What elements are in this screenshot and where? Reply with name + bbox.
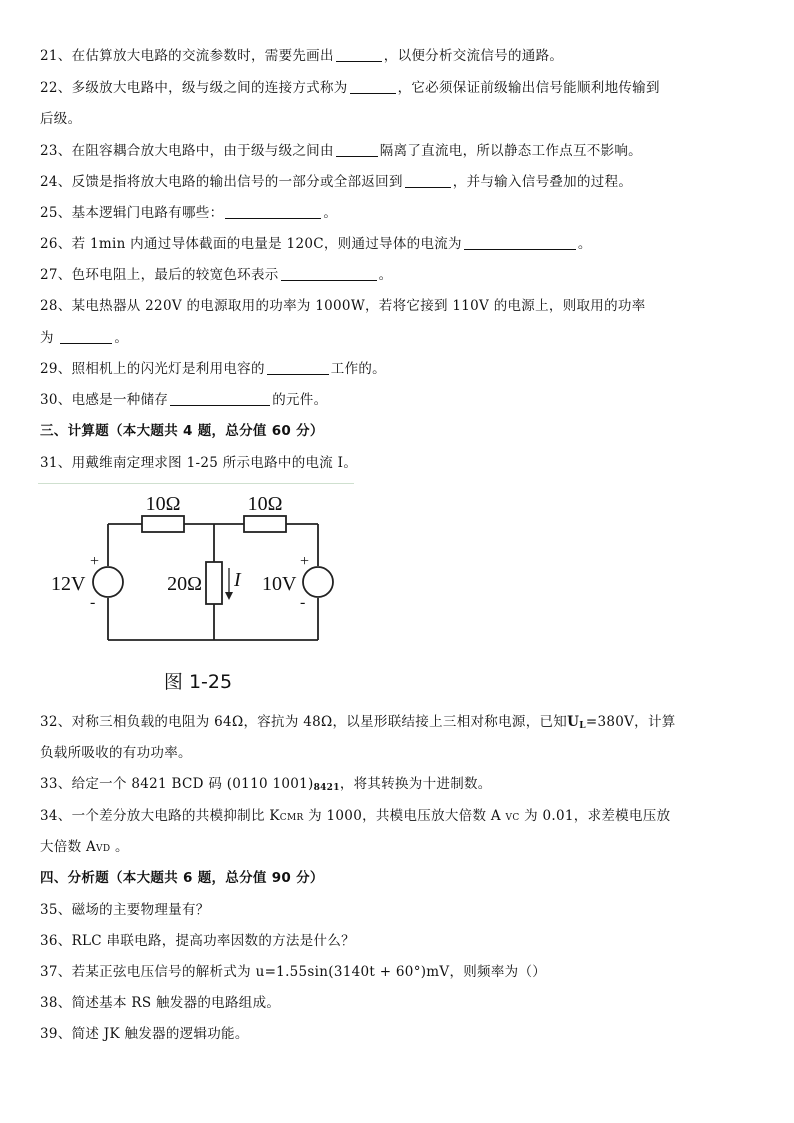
question-31: 31、用戴维南定理求图 1-25 所示电路中的电流 I。 [40,455,358,471]
minus-right: - [300,594,306,611]
question-32-continued: 负载所吸收的有功功率。 [40,745,192,761]
resistor-left [142,516,184,532]
question-22: 22、多级放大电路中，级与级之间的连接方式称为 ，它必须保证前级输出信号能顺利地传输到 [40,80,660,96]
answer-blank [336,47,382,62]
voltage-source-right [303,567,333,597]
figure-caption: 图 1-25 [163,671,233,693]
answer-blank [350,79,396,94]
question-22-continued: 后级。 [40,111,82,127]
question-26: 26、若 1min 内通过导体截面的电量是 120C，则通过导体的电流为 。 [40,236,592,252]
resistor-right [244,516,286,532]
question-21: 21、在估算放大电路的交流参数时，需要先画出 ，以便分析交流信号的通路。 [40,48,564,64]
resistor-middle [206,562,222,604]
question-38: 38、简述基本 RS 触发器的电路组成。 [40,995,281,1011]
question-32: 32、对称三相负载的电阻为 64Ω，容抗为 48Ω，以星形联结接上三相对称电源，已知UL=380V，计算 [40,714,676,731]
question-34-continued: 大倍数 AVD 。 [40,839,129,855]
question-37: 37、若某正弦电压信号的解析式为 u=1.55sin(3140t + 60°)mV，则频率为（） [40,964,547,980]
question-33: 33、给定一个 8421 BCD 码 (0110 1001)8421，将其转换为十进制数。 [40,776,492,793]
question-30: 30、电感是一种储存 的元件。 [40,392,328,408]
answer-blank [464,235,576,250]
answer-blank [336,142,378,157]
question-24: 24、反馈是指将放大电路的输出信号的一部分或全部返回到 ，并与输入信号叠加的过程。 [40,174,633,190]
answer-blank [281,266,377,281]
label-v-left: 12V [51,573,86,595]
question-35: 35、磁场的主要物理量有？ [40,902,210,918]
answer-blank [225,204,321,219]
plus-right: + [300,553,310,570]
section-3-heading: 三、计算题（本大题共 4 题，总分值 60 分） [40,423,324,439]
question-29: 29、照相机上的闪光灯是利用电容的 工作的。 [40,361,386,377]
label-v-right: 10V [262,573,297,595]
question-39: 39、简述 JK 触发器的逻辑功能。 [40,1026,249,1042]
question-28-continued: 为 。 [40,330,129,346]
answer-blank [267,360,329,375]
circuit-figure-1-25 [38,482,354,697]
question-27: 27、色环电阻上，最后的较宽色环表示 。 [40,267,393,283]
question-36: 36、RLC 串联电路，提高功率因数的方法是什么？ [40,933,355,949]
question-34: 34、一个差分放大电路的共模抑制比 KCMR 为 1000，共模电压放大倍数 A VC 为 0.01，求差模电压放 [40,808,671,824]
answer-blank [405,173,451,188]
answer-blank [60,329,112,344]
current-arrowhead [225,592,233,600]
voltage-source-left [93,567,123,597]
minus-left: - [90,594,96,611]
label-r-right: 10Ω [247,493,283,515]
question-28: 28、某电热器从 220V 的电源取用的功率为 1000W，若将它接到 110V 的电源上，则取用的功率 [40,298,646,314]
label-current: I [234,569,241,591]
question-23: 23、在阻容耦合放大电路中，由于级与级之间由 隔离了直流电，所以静态工作点互不影响。 [40,143,642,159]
plus-left: + [90,553,100,570]
label-r-left: 10Ω [145,493,181,515]
question-25: 25、基本逻辑门电路有哪些： 。 [40,205,338,221]
answer-blank [170,391,270,406]
section-4-heading: 四、分析题（本大题共 6 题，总分值 90 分） [40,870,324,886]
label-r-mid: 20Ω [167,573,202,595]
